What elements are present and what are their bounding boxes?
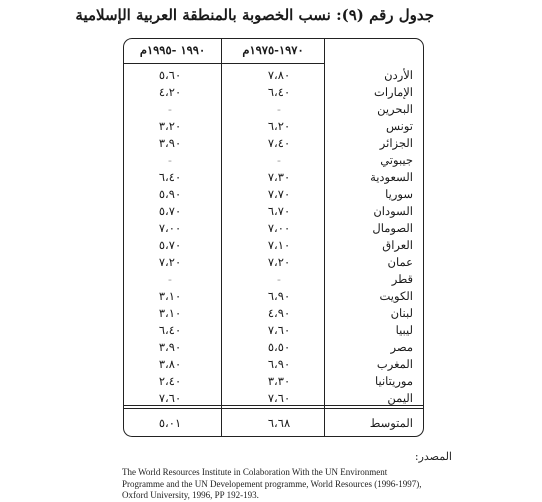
row-value-period1: ٧،٦٠ xyxy=(267,323,291,337)
row-value-period1: ٦،٩٠ xyxy=(267,357,291,371)
row-country: المغرب xyxy=(376,357,413,371)
row-value-period2: ٣،٨٠ xyxy=(158,357,182,371)
header-rule-left xyxy=(124,63,222,64)
row-country: الكويت xyxy=(379,289,413,303)
row-country: الأردن xyxy=(384,68,413,82)
row-value-period2: ٣،٢٠ xyxy=(158,119,182,133)
row-value-period1: ٦،٩٠ xyxy=(267,289,291,303)
row-value-period2: ٢،٤٠ xyxy=(158,374,182,388)
header-rule-middle xyxy=(221,63,325,64)
row-country: جيبوتي xyxy=(380,153,413,167)
row-country: البحرين xyxy=(377,102,413,116)
header-period2: ١٩٩٠ -١٩٩٥م xyxy=(139,43,206,57)
average-value-period1: ٦،٦٨ xyxy=(267,416,291,430)
row-country: سوريا xyxy=(385,187,413,201)
row-value-period1: ٧،٧٠ xyxy=(267,187,291,201)
row-value-period1: ٦،٤٠ xyxy=(267,85,291,99)
row-country: ليبيا xyxy=(395,323,413,337)
row-value-period2: ٦،٤٠ xyxy=(158,170,182,184)
row-value-period2: ٥،٩٠ xyxy=(158,187,182,201)
row-country: العراق xyxy=(382,238,413,252)
row-value-period2: ٣،١٠ xyxy=(158,289,182,303)
average-label: المتوسط xyxy=(369,416,413,430)
row-country: مصر xyxy=(390,340,413,354)
header-period1: ١٩٧٠-١٩٧٥م xyxy=(242,43,304,57)
row-value-period1: ٧،٢٠ xyxy=(267,255,291,269)
row-value-period2: ٧،٢٠ xyxy=(158,255,182,269)
row-country: موريتانيا xyxy=(374,374,413,388)
row-value-period1: ٣،٣٠ xyxy=(267,374,291,388)
row-value-period2: ٤،٢٠ xyxy=(158,85,182,99)
row-country: عمان xyxy=(387,255,413,269)
source-citation: The World Resources Institute in Colaboration With the UN Environment Programme and the UN Developement programme, World Resources (1996-1997), Oxford University, 1996, PP 192-193. xyxy=(122,467,422,500)
row-value-period1: ٧،٤٠ xyxy=(267,136,291,150)
row-value-period1: - xyxy=(277,272,281,286)
row-country: لبنان xyxy=(390,306,413,320)
row-value-period1: ٥،٥٠ xyxy=(267,340,291,354)
row-value-period2: ٥،٧٠ xyxy=(158,238,182,252)
row-value-period2: ٧،٠٠ xyxy=(158,221,182,235)
row-value-period2: - xyxy=(168,102,172,116)
row-country: الإمارات xyxy=(374,85,413,99)
table-title: جدول رقم (٩): نسب الخصوبة بالمنطقة العربية الإسلامية xyxy=(75,6,434,24)
row-country: تونس xyxy=(385,119,413,133)
column-divider-1 xyxy=(221,39,222,436)
source-label: المصدر: xyxy=(414,450,452,463)
row-country: الصومال xyxy=(372,221,413,235)
row-value-period2: ٣،٩٠ xyxy=(158,340,182,354)
row-country: اليمن xyxy=(387,391,413,405)
row-value-period1: ٤،٩٠ xyxy=(267,306,291,320)
row-value-period2: ٣،٩٠ xyxy=(158,136,182,150)
row-value-period2: - xyxy=(168,153,172,167)
row-country: السودان xyxy=(373,204,413,218)
row-value-period1: ٧،١٠ xyxy=(267,238,291,252)
column-divider-2 xyxy=(324,39,325,436)
row-value-period1: ٧،٣٠ xyxy=(267,170,291,184)
row-value-period2: ٦،٤٠ xyxy=(158,323,182,337)
row-value-period1: ٧،٦٠ xyxy=(267,391,291,405)
fertility-table xyxy=(123,38,424,437)
row-value-period2: ٣،١٠ xyxy=(158,306,182,320)
average-rule-bottom xyxy=(124,408,423,409)
row-value-period1: ٦،٧٠ xyxy=(267,204,291,218)
row-value-period1: ٧،٠٠ xyxy=(267,221,291,235)
row-value-period1: - xyxy=(277,102,281,116)
row-value-period2: ٧،٦٠ xyxy=(158,391,182,405)
row-value-period1: ٧،٨٠ xyxy=(267,68,291,82)
row-value-period1: - xyxy=(277,153,281,167)
row-country: الجزائر xyxy=(379,136,413,150)
row-value-period2: ٥،٦٠ xyxy=(158,68,182,82)
row-country: قطر xyxy=(391,272,413,286)
row-value-period2: ٥،٧٠ xyxy=(158,204,182,218)
average-value-period2: ٥،٠١ xyxy=(158,416,182,430)
row-value-period1: ٦،٢٠ xyxy=(267,119,291,133)
average-rule-top xyxy=(124,405,423,406)
row-value-period2: - xyxy=(168,272,172,286)
row-country: السعودية xyxy=(370,170,413,184)
